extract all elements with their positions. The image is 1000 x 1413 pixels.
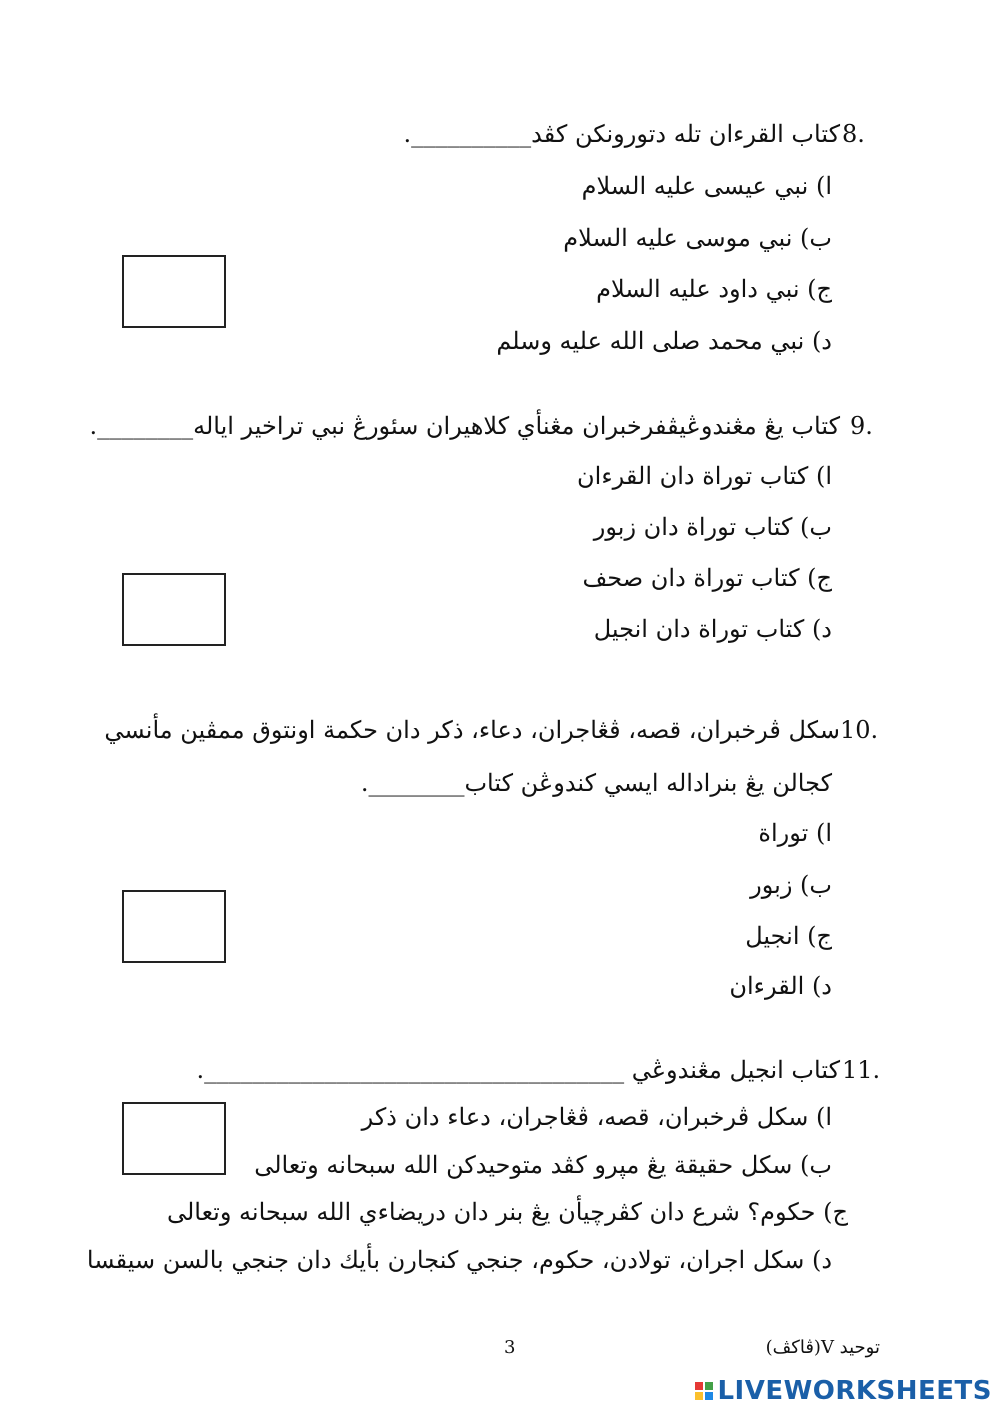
option-c: ج) انجيل xyxy=(745,922,832,950)
option-b: ب) نبي موسى عليه السلام xyxy=(563,224,832,252)
answer-box[interactable] xyxy=(122,890,226,963)
option-c: ج) كتاب توراة دان صحف xyxy=(582,564,832,592)
question-stem-continued: كجالن يڠ بنراداله ايسي كندوڠن كتاب________. xyxy=(360,769,832,797)
option-a: ا) توراة xyxy=(758,819,832,847)
question-number: 10. xyxy=(840,716,879,744)
option-a: ا) نبي عيسى عليه السلام xyxy=(581,172,832,200)
option-c: ج) نبي داود عليه السلام xyxy=(596,275,832,303)
option-a: ا) سكل ڤرخبران، قصه، ڤڠاجران، دعاء دان ذكر xyxy=(361,1103,832,1131)
option-d: د) كتاب توراة دان انجيل xyxy=(593,615,832,643)
option-b: ب) سكل حقيقة يڠ مپرو كڤد متوحيدكن الله سبحانه وتعالى xyxy=(254,1151,832,1179)
answer-box[interactable] xyxy=(122,255,226,328)
question-stem: كتاب القرءان تله دتورونكن كڤد__________. xyxy=(403,120,840,148)
question-number: 9. xyxy=(850,412,873,440)
option-d: د) نبي محمد صلى الله عليه وسلم xyxy=(496,327,832,355)
question-stem: كتاب يڠ مڠندوڠيڤفرخبران مڠنأي كلاهيران سئورڠ نبي تراخير اياله________. xyxy=(89,412,840,440)
question-number: 11. xyxy=(842,1056,881,1084)
logo-text: LIVEWORKSHEETS xyxy=(717,1376,992,1406)
option-d: د) سكل اجران، تولادن، حكوم، جنجي كنجارن بأيك دان جنجي بالسن سيقسا xyxy=(86,1246,832,1274)
logo-icon xyxy=(695,1382,713,1400)
question-number: 8. xyxy=(842,120,865,148)
question-stem: كتاب انجيل مڠندوڠي ___________________________________. xyxy=(196,1056,840,1084)
option-b: ب) كتاب توراة دان زبور xyxy=(593,513,832,541)
option-c: ج) حكوم؟ شرع دان كڤرچيأن يڠ بنر دان دريضاءي الله سبحانه وتعالى xyxy=(166,1198,848,1226)
footer-title: توحيد V(ڤاكڤ) xyxy=(765,1337,880,1358)
liveworksheets-logo[interactable] xyxy=(695,1376,992,1406)
option-d: د) القرءان xyxy=(729,972,832,1000)
option-b: ب) زبور xyxy=(750,871,832,899)
option-a: ا) كتاب توراة دان القرءان xyxy=(577,462,832,490)
page-number: 3 xyxy=(504,1337,516,1358)
answer-box[interactable] xyxy=(122,1102,226,1175)
answer-box[interactable] xyxy=(122,573,226,646)
question-stem: سكل ڤرخبران، قصه، ڤڠاجران، دعاء، ذكر دان حكمة اونتوق ممڤين مأنسي xyxy=(104,716,840,744)
